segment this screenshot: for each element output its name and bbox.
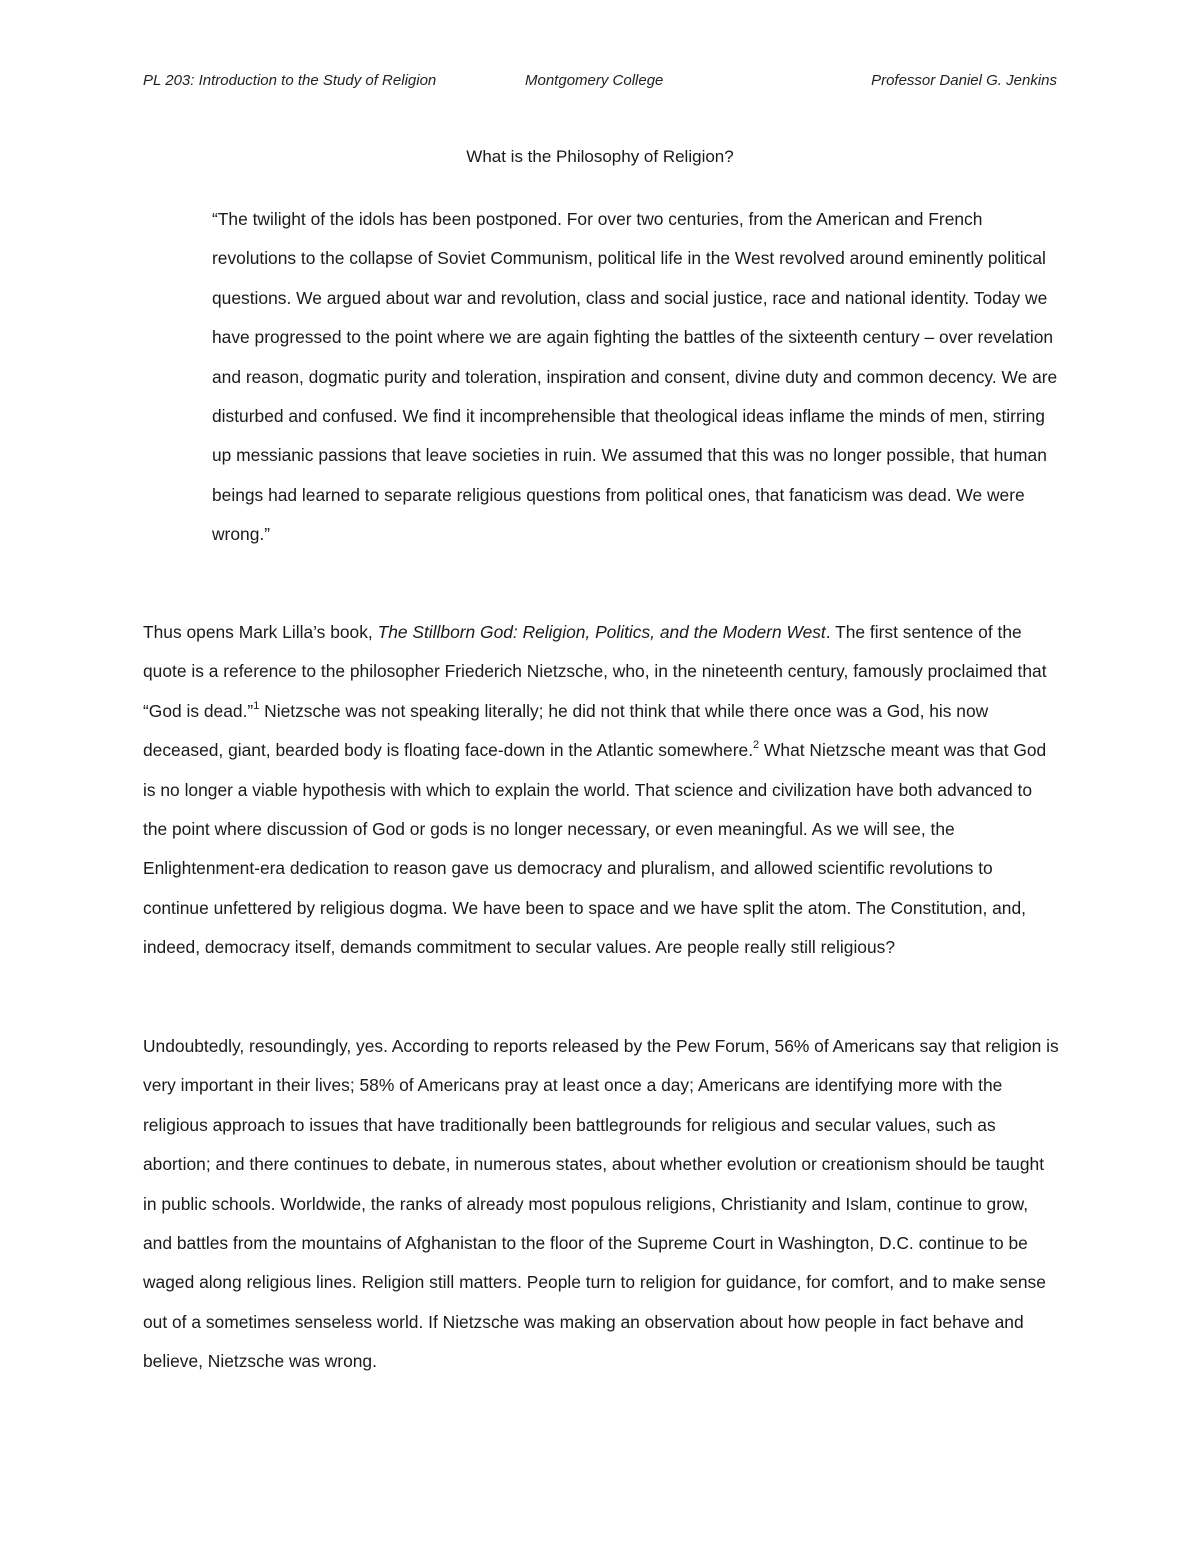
running-header (143, 70, 1057, 98)
document-title: What is the Philosophy of Religion? (466, 147, 734, 166)
paragraph-1-intro: Thus opens Mark Lilla’s book, (143, 622, 378, 642)
paragraph-1-middle: Nietzsche was not speaking literally; he did not think that while there once was a God, his now deceased, giant, bearded body is floating face-down in the Atlantic somewhere. (143, 700, 989, 761)
paragraph-2-text: Undoubtedly, resoundingly, yes. According to reports released by the Pew Forum, 56% of Americans say that religion is very important in their lives; 58% of Americans pray at least once a day; Americans are identifying more with the religious approach to issues that have traditionally been battlegrounds for religious and secular values, such as abortion; and there continues to debate, in numerous states, about whether evolution or creationism should be taught in public schools. Worldwide, the ranks of already most populous religions, Christianity and Islam, continue to grow, and battles from the mountains of Afghanistan to the floor of the Supreme Court in Washington, D.C. continue to be waged along religious lines. Religion still matters. People turn to religion for guidance, for comfort, and to make sense out of a sometimes senseless world. If Nietzsche was making an observation about how people in fact behave and believe, Nietzsche was wrong. (143, 1036, 1059, 1372)
paragraph-1-text (143, 613, 1059, 968)
quote-text: “The twilight of the idols has been postponed. For over two centuries, from the American and French revolutions to the collapse of Soviet Communism, political life in the West revolved around eminently political questions. We argued about war and revolution, class and social justice, race and national identity. Today we have progressed to the point where we are again fighting the battles of the sixteenth century – over revelation and reason, dogmatic purity and toleration, inspiration and consent, divine duty and common decency. We are disturbed and confused. We find it incomprehensible that theological ideas inflame the minds of men, stirring up messianic passions that leave societies in ruin. We assumed that this was no longer possible, that human beings had learned to separate religious questions from political ones, that fanaticism was dead. We were wrong.” (212, 209, 1058, 545)
footnote-ref-2[interactable]: 2 (753, 739, 760, 752)
header-professor-name: Professor Daniel G. Jenkins (871, 72, 1057, 89)
block-quote (212, 200, 1058, 555)
header-college-name: Montgomery College (525, 72, 664, 89)
paragraph-1-rest: What Nietzsche meant was that God is no longer a viable hypothesis with which to explain the world. That science and civilization have both advanced to the point where discussion of God or gods is no longer necessary, or even meaningful. As we will see, the Enlightenment-era dedication to reason gave us democracy and pluralism, and allowed scientific revolutions to continue unfettered by religious dogma. We have been to space and we have split the atom. The Constitution, and, indeed, democracy itself, demands commitment to secular values. Are people really still religious? (143, 740, 1047, 958)
header-course-title: PL 203: Introduction to the Study of Religion (143, 72, 437, 89)
paragraph-2 (143, 1027, 1059, 1382)
footnote-ref-1[interactable]: 1 (253, 700, 260, 713)
book-title: The Stillborn God: Religion, Politics, and the Modern West (377, 622, 826, 642)
paragraph-1-after-title: . The first sentence of the quote is a reference to the philosopher Friederich Nietzsche, who, in the nineteenth century, famously proclaimed that “God is dead.” (143, 622, 1047, 721)
paragraph-1 (143, 613, 1059, 968)
